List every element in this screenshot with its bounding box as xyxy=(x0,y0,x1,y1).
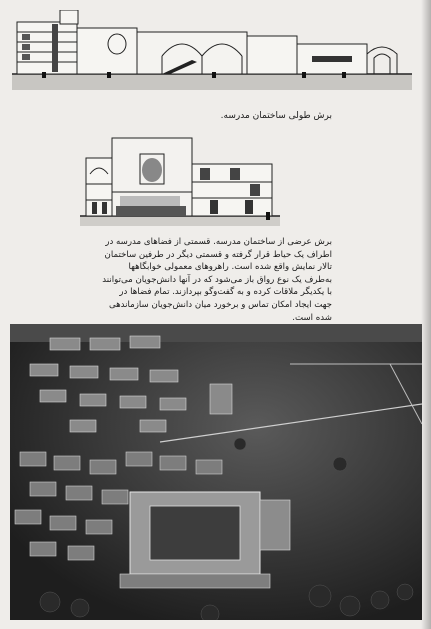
longitudinal-section-drawing xyxy=(12,10,412,90)
longitudinal-section-caption: برش طولی ساختمان مدرسه. xyxy=(220,111,332,121)
page-edge-shadow xyxy=(421,0,431,629)
cross-section-caption: برش عرضی از ساختمان مدرسه. قسمتی از فضاهای مدرسه در اطراف یک حیاط قرار گرفته و قسمتی دیگر در طرفین ساختمان تالار نمایش واقع شده است. راهروهای معمولی خوابگاهها به‌طرف یک نوع رواق باز می‌شود که در آنها دانش‌جویان می‌توانند با یکدیگر ملاقات کرده و به گفت‌وگو بپردازند. تمام فضاها در جهت ایجاد امکان تماس و برخورد میان دانش‌جویان سازماندهی شده است. xyxy=(102,237,332,323)
site-model-photograph xyxy=(10,324,422,620)
cross-section-drawing xyxy=(80,134,280,226)
